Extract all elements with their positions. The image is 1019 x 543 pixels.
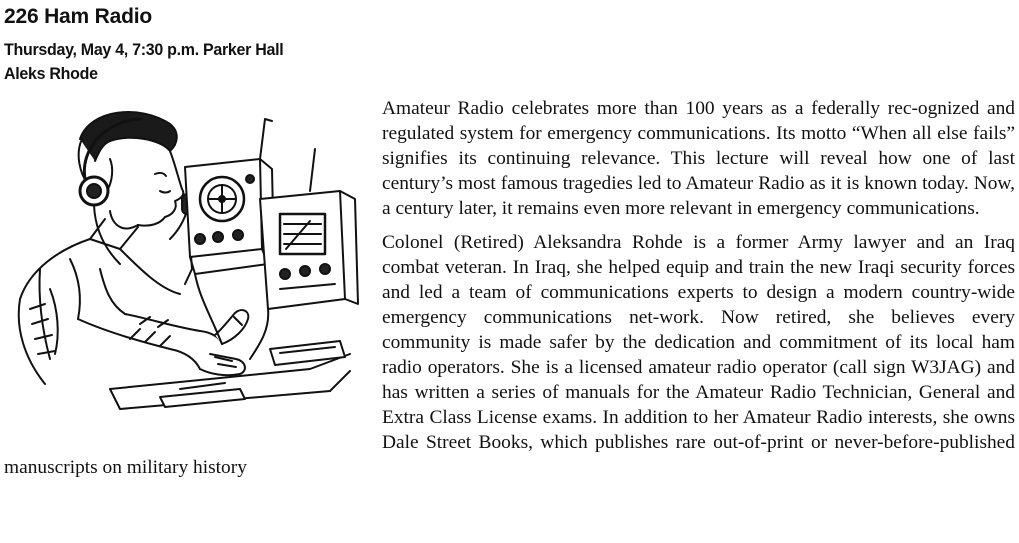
course-instructor: Aleks Rhode	[4, 64, 98, 83]
course-schedule: Thursday, May 4, 7:30 p.m. Parker Hall	[4, 40, 284, 59]
ham-radio-operator-icon	[10, 99, 362, 429]
course-title: 226 Ham Radio	[4, 5, 152, 28]
course-listing	[0, 4, 1019, 543]
description-paragraph-1: Amateur Radio celebrates more than 100 years as a federally rec-ognized and regulated system for emergency communications. Its motto “When all else fails” signifies its continuing relevance. This lecture will reveal how one of last century’s most famous tragedies led to Amateur Radio as it is known today. Now, a century later, it remains even more relevant in emergency communications.	[382, 98, 1015, 219]
ham-radio-operator-illustration	[10, 99, 370, 439]
description-paragraph-2: Colonel (Retired) Aleksandra Rohde is a former Army lawyer and an Iraq combat veteran. In Iraq, she helped equip and train the new Iraqi security forces and led a team of communications experts to design a modern country-wide emergency communications net-work. Now retired, she believes every community is made safer by the dedication and commitment of its local ham radio operators. She is a licensed amateur radio operator (call sign W3JAG) and has written a series of manuals for the Amateur Radio Technician, General and Extra Class License exams. In addition to her Amateur Radio interests, she owns Dale Street Books, which publishes rare out-of-print or never-before-published manuscripts on military history	[4, 232, 1015, 478]
